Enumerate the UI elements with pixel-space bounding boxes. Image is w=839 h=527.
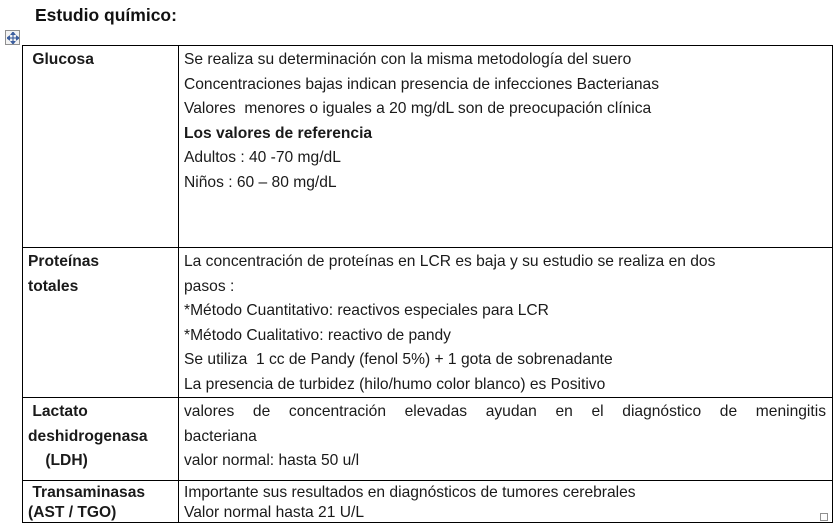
- text-line: Importante sus resultados en diagnósticos de tumores cerebrales: [184, 484, 636, 501]
- row-label-glucosa: [23, 46, 179, 248]
- text-line: Valores menores o iguales a 20 mg/dL son de preocupación clínica: [184, 100, 652, 117]
- label-line: deshidrogenasa: [28, 427, 148, 445]
- label-line: Lactato: [28, 403, 88, 420]
- move-icon: [7, 32, 19, 44]
- row-label-proteinas-totales: [23, 248, 179, 398]
- text-line: La concentración de proteínas en LCR es baja y su estudio se realiza en dos: [184, 253, 716, 270]
- text-line: La presencia de turbidez (hilo/humo color blanco) es Positivo: [184, 375, 606, 393]
- table-row-proteinas-totales: [23, 248, 833, 398]
- text-line-reference-heading: Los valores de referencia: [184, 124, 373, 142]
- text-line: Adultos : 40 -70 mg/dL: [184, 149, 341, 166]
- text-line: Valor normal hasta 21 U/L: [184, 503, 364, 521]
- table-row-glucosa: [23, 46, 833, 248]
- text-line: valor normal: hasta 50 u/l: [184, 452, 360, 469]
- label-line: Proteínas: [28, 253, 100, 270]
- page-title: Estudio químico:: [35, 5, 177, 25]
- row-content-transaminasas: [179, 481, 833, 523]
- text-line: valores de concentración elevadas ayudan en el diagnóstico de meningitis: [184, 403, 826, 420]
- row-content-glucosa: [179, 46, 833, 248]
- label-line: (AST / TGO): [28, 503, 117, 521]
- text-line: pasos :: [184, 277, 235, 295]
- text-line: Se utiliza 1 cc de Pandy (fenol 5%) + 1 gota de sobrenadante: [184, 351, 613, 368]
- label-line: totales: [28, 277, 79, 295]
- chemical-study-table: [22, 45, 833, 523]
- table-row-ldh: [23, 398, 833, 481]
- label-line: Glucosa: [28, 51, 94, 68]
- text-line: *Método Cuantitativo: reactivos especiales para LCR: [184, 302, 549, 319]
- table-row-transaminasas: [23, 481, 833, 523]
- text-line: Concentraciones bajas indican presencia de infecciones Bacterianas: [184, 75, 660, 93]
- table-resize-handle[interactable]: [820, 513, 828, 521]
- text-line: Se realiza su determinación con la misma metodología del suero: [184, 51, 632, 68]
- text-line: *Método Cualitativo: reactivo de pandy: [184, 326, 451, 344]
- row-content-proteinas-totales: [179, 248, 833, 398]
- row-content-ldh: [179, 398, 833, 481]
- text-line: Niños : 60 – 80 mg/dL: [184, 173, 337, 191]
- text-line: bacteriana: [184, 427, 257, 445]
- label-line: Transaminasas: [28, 484, 146, 501]
- row-label-ldh: [23, 398, 179, 481]
- label-line: (LDH): [28, 452, 88, 469]
- table-move-handle[interactable]: [5, 30, 20, 45]
- row-label-transaminasas: [23, 481, 179, 523]
